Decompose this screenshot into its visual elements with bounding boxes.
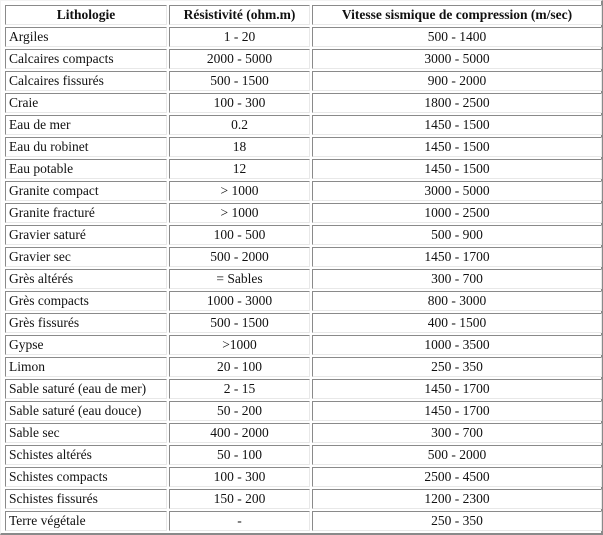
- cell-lithologie: Granite fracturé: [5, 203, 167, 223]
- cell-vitesse: 1450 - 1500: [312, 137, 602, 157]
- cell-resistivite: 100 - 300: [169, 467, 310, 487]
- cell-lithologie: Calcaires compacts: [5, 49, 167, 69]
- cell-lithologie: Schistes altérés: [5, 445, 167, 465]
- table-row: [5, 137, 602, 157]
- table-row: [5, 181, 602, 201]
- table-row: [5, 49, 602, 69]
- table-row: [5, 269, 602, 289]
- cell-resistivite: -: [169, 511, 310, 531]
- cell-lithologie: Gravier sec: [5, 247, 167, 267]
- cell-resistivite: 500 - 1500: [169, 71, 310, 91]
- cell-resistivite: 1 - 20: [169, 27, 310, 47]
- cell-resistivite: 0.2: [169, 115, 310, 135]
- cell-resistivite: > 1000: [169, 181, 310, 201]
- table-row: [5, 71, 602, 91]
- cell-lithologie: Gravier saturé: [5, 225, 167, 245]
- cell-lithologie: Eau de mer: [5, 115, 167, 135]
- cell-vitesse: 1000 - 2500: [312, 203, 602, 223]
- cell-vitesse: 1200 - 2300: [312, 489, 602, 509]
- cell-vitesse: 500 - 2000: [312, 445, 602, 465]
- cell-resistivite: 50 - 200: [169, 401, 310, 421]
- cell-resistivite: 400 - 2000: [169, 423, 310, 443]
- table-row: [5, 203, 602, 223]
- table-row: [5, 247, 602, 267]
- table-row: [5, 401, 602, 421]
- lithology-table: [3, 3, 603, 533]
- cell-lithologie: Grès fissurés: [5, 313, 167, 333]
- cell-resistivite: >1000: [169, 335, 310, 355]
- cell-vitesse: 1450 - 1700: [312, 401, 602, 421]
- cell-lithologie: Schistes compacts: [5, 467, 167, 487]
- cell-resistivite: 18: [169, 137, 310, 157]
- cell-resistivite: 100 - 300: [169, 93, 310, 113]
- cell-vitesse: 3000 - 5000: [312, 181, 602, 201]
- table-row: [5, 511, 602, 531]
- table-header-row: [5, 5, 602, 25]
- cell-lithologie: Sable sec: [5, 423, 167, 443]
- table-row: [5, 225, 602, 245]
- header-lithologie: Lithologie: [5, 5, 167, 25]
- cell-resistivite: 100 - 500: [169, 225, 310, 245]
- table-row: [5, 291, 602, 311]
- cell-vitesse: 300 - 700: [312, 269, 602, 289]
- cell-vitesse: 2500 - 4500: [312, 467, 602, 487]
- cell-vitesse: 1800 - 2500: [312, 93, 602, 113]
- table-row: [5, 115, 602, 135]
- table-row: [5, 467, 602, 487]
- table-row: [5, 313, 602, 333]
- table-row: [5, 357, 602, 377]
- cell-lithologie: Terre végétale: [5, 511, 167, 531]
- header-resistivite: Résistivité (ohm.m): [169, 5, 310, 25]
- cell-vitesse: 400 - 1500: [312, 313, 602, 333]
- table-row: [5, 159, 602, 179]
- cell-vitesse: 1000 - 3500: [312, 335, 602, 355]
- table-body: [5, 27, 602, 531]
- cell-vitesse: 3000 - 5000: [312, 49, 602, 69]
- cell-resistivite: 1000 - 3000: [169, 291, 310, 311]
- cell-resistivite: 500 - 1500: [169, 313, 310, 333]
- cell-lithologie: Craie: [5, 93, 167, 113]
- cell-lithologie: Eau du robinet: [5, 137, 167, 157]
- cell-resistivite: 2000 - 5000: [169, 49, 310, 69]
- cell-resistivite: > 1000: [169, 203, 310, 223]
- table-row: [5, 93, 602, 113]
- table-row: [5, 445, 602, 465]
- table-row: [5, 423, 602, 443]
- cell-vitesse: 500 - 1400: [312, 27, 602, 47]
- cell-lithologie: Sable saturé (eau douce): [5, 401, 167, 421]
- table-row: [5, 379, 602, 399]
- cell-lithologie: Argiles: [5, 27, 167, 47]
- cell-vitesse: 900 - 2000: [312, 71, 602, 91]
- cell-lithologie: Eau potable: [5, 159, 167, 179]
- cell-lithologie: Grès compacts: [5, 291, 167, 311]
- cell-resistivite: 500 - 2000: [169, 247, 310, 267]
- cell-lithologie: Limon: [5, 357, 167, 377]
- cell-lithologie: Grès altérés: [5, 269, 167, 289]
- cell-vitesse: 1450 - 1700: [312, 247, 602, 267]
- cell-lithologie: Gypse: [5, 335, 167, 355]
- table-row: [5, 335, 602, 355]
- cell-vitesse: 1450 - 1500: [312, 159, 602, 179]
- cell-resistivite: 20 - 100: [169, 357, 310, 377]
- cell-vitesse: 250 - 350: [312, 511, 602, 531]
- table-row: [5, 489, 602, 509]
- cell-vitesse: 300 - 700: [312, 423, 602, 443]
- cell-lithologie: Schistes fissurés: [5, 489, 167, 509]
- cell-resistivite: = Sables: [169, 269, 310, 289]
- cell-lithologie: Calcaires fissurés: [5, 71, 167, 91]
- cell-vitesse: 250 - 350: [312, 357, 602, 377]
- table-row: [5, 27, 602, 47]
- cell-lithologie: Granite compact: [5, 181, 167, 201]
- cell-resistivite: 12: [169, 159, 310, 179]
- cell-vitesse: 800 - 3000: [312, 291, 602, 311]
- cell-resistivite: 150 - 200: [169, 489, 310, 509]
- header-vitesse-sismique: Vitesse sismique de compression (m/sec): [312, 5, 602, 25]
- cell-vitesse: 1450 - 1700: [312, 379, 602, 399]
- cell-resistivite: 50 - 100: [169, 445, 310, 465]
- cell-lithologie: Sable saturé (eau de mer): [5, 379, 167, 399]
- cell-resistivite: 2 - 15: [169, 379, 310, 399]
- cell-vitesse: 500 - 900: [312, 225, 602, 245]
- cell-vitesse: 1450 - 1500: [312, 115, 602, 135]
